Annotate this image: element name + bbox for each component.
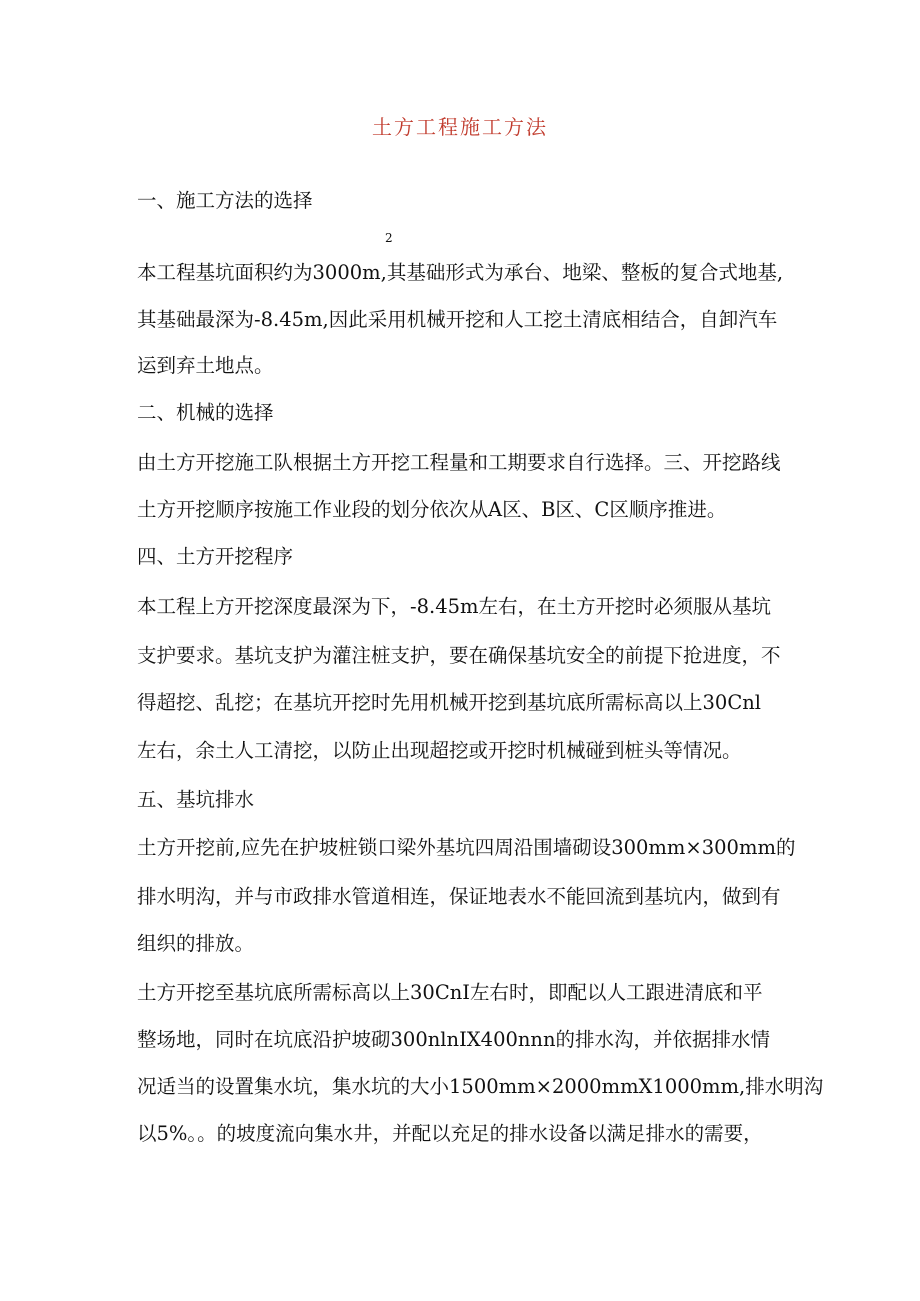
paragraph-line: 本工程基坑面积约为3000m,其基础形式为承台、地梁、整板的复合式地基, <box>137 261 784 284</box>
paragraph-line: 运到弃土地点。 <box>137 354 274 377</box>
paragraph-line: 支护要求。基坑支护为灌注桩支护，要在确保基坑安全的前提下抢进度，不 <box>137 644 781 667</box>
document-title: 土方工程施工方法 <box>372 115 548 139</box>
paragraph-line: 本工程上方开挖深度最深为下，-8.45m左右，在土方开挖时必须服从基坑 <box>137 595 771 618</box>
paragraph-line: 左右，余土人工清挖，以防止出现超挖或开挖时机械碰到桩头等情况。 <box>137 739 742 762</box>
paragraph-line: 以5%。。的坡度流向集水井，并配以充足的排水设备以满足排水的需要， <box>137 1122 763 1145</box>
paragraph-line: 排水明沟，并与市政排水管道相连，保证地表水不能回流到基坑内，做到有 <box>137 885 781 908</box>
paragraph-line: 其基础最深为-8.45m,因此采用机械开挖和人工挖土清底相结合，自卸汽车 <box>137 308 778 331</box>
paragraph-line: 由土方开挖施工队根据土方开挖工程量和工期要求自行选择。三、开挖路线 <box>137 451 781 474</box>
section-heading-pit-drainage: 五、基坑排水 <box>137 788 255 811</box>
paragraph-line: 整场地，同时在坑底沿护坡砌300nlnIX400nnn的排水沟，并依据排水情 <box>137 1028 771 1051</box>
section-heading-excavation-procedure: 四、土方开挖程序 <box>137 545 294 568</box>
paragraph-line: 得超挖、乱挖；在基坑开挖时先用机械开挖到基坑底所需标高以上30Cnl <box>137 691 762 714</box>
paragraph-line: 土方开挖前,应先在护坡桩锁口梁外基坑四周沿围墙砌设300mm×300mm的 <box>137 836 796 859</box>
paragraph-line: 况适当的设置集水坑，集水坑的大小1500mm×2000mmX1000mm,排水明沟 <box>137 1075 824 1098</box>
paragraph-line: 土方开挖至基坑底所需标高以上30CnI左右时，即配以人工跟进清底和平 <box>137 981 763 1004</box>
paragraph-line: 土方开挖顺序按施工作业段的划分依次从A区、B区、C区顺序推进。 <box>137 498 727 521</box>
section-heading-machinery: 二、机械的选择 <box>137 401 274 424</box>
section-heading-method-selection: 一、施工方法的选择 <box>137 189 313 212</box>
superscript-mark: 2 <box>385 231 393 245</box>
paragraph-line: 组织的排放。 <box>137 932 255 955</box>
